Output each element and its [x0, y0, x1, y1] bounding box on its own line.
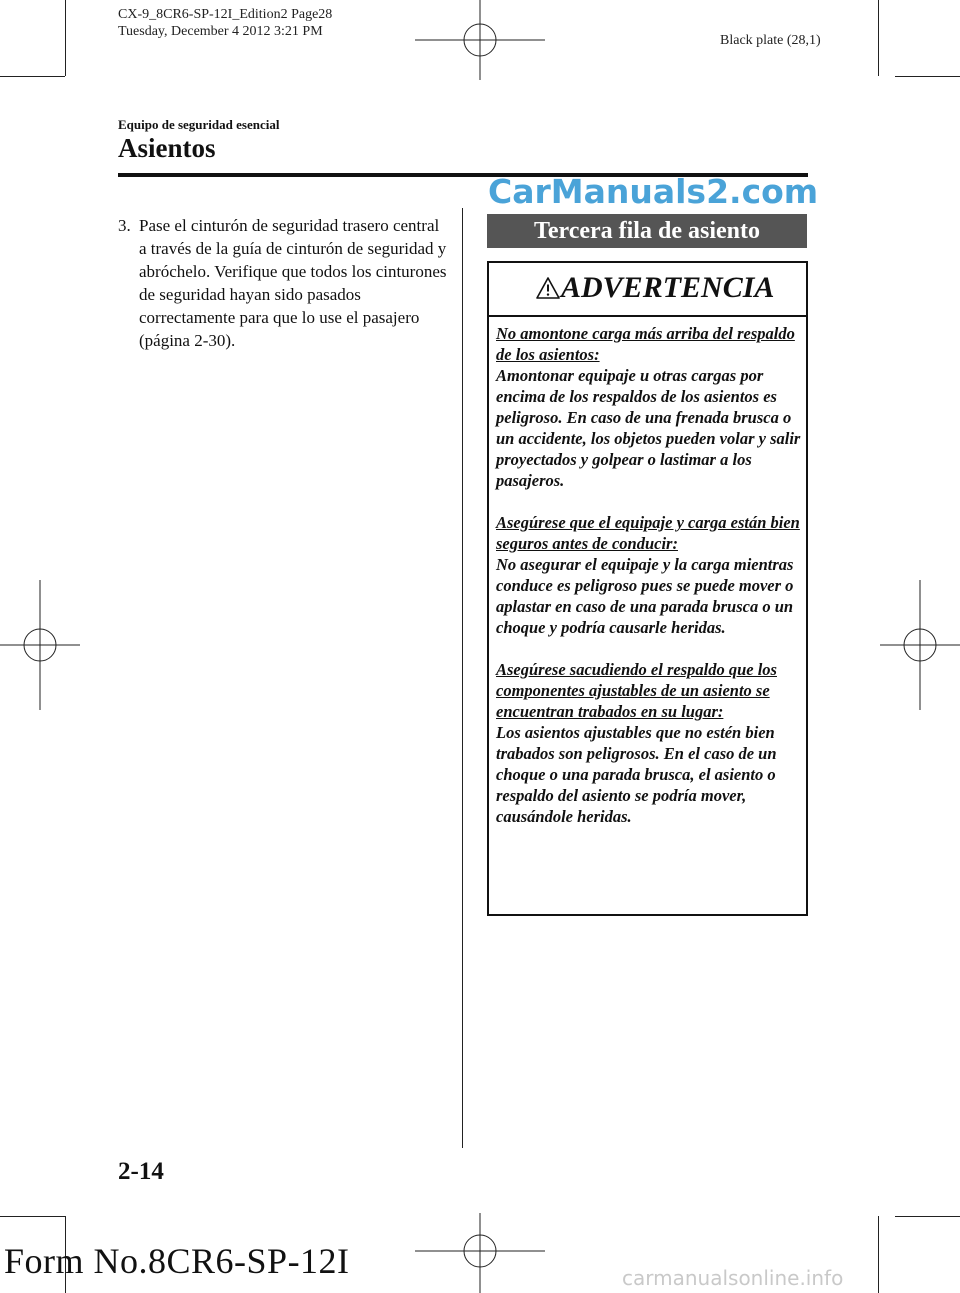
warning-box	[487, 261, 808, 916]
page-title: Asientos	[118, 133, 216, 163]
instruction-step	[118, 214, 448, 352]
warning-body	[496, 323, 801, 827]
step-text: Pase el cinturón de seguridad trasero central a través de la guía de cinturón de seguridad y abróchelo. Verifique que todos los cinturones de seguridad hayan sido pasados correctamente para que lo use el pasajero (página 2-30).	[139, 216, 447, 350]
warning-heading: Asegúrese que el equipaje y carga están bien seguros antes de conducir:	[496, 513, 800, 553]
print-meta	[118, 6, 332, 40]
crop-mark	[0, 1216, 65, 1217]
warning-text: No asegurar el equipaje y la carga mientras conduce es peligroso pues se puede mover o aplastar en caso de una parada brusca o un choque y podría causarle heridas.	[496, 555, 794, 637]
crop-mark	[0, 76, 65, 77]
registration-mark-right	[880, 580, 960, 710]
page-number: 2-14	[118, 1158, 164, 1185]
watermark-logo: CarManuals2.com	[488, 172, 819, 211]
subsection-banner: Tercera fila de asiento	[487, 214, 807, 248]
crop-mark	[895, 1216, 960, 1217]
step-number: 3.	[118, 216, 131, 235]
warning-heading: Asegúrese sacudiendo el respaldo que los componentes ajustables de un asiento se encuentran trabados en su lugar:	[496, 660, 777, 721]
plate-label: Black plate (28,1)	[720, 33, 821, 48]
crop-mark	[878, 0, 879, 76]
registration-mark-left	[0, 580, 80, 710]
print-meta-file: CX-9_8CR6-SP-12I_Edition2 Page28	[118, 7, 333, 22]
column-divider	[462, 208, 463, 1148]
warning-text: Amontonar equipaje u otras cargas por encima de los respaldos de los asientos es peligroso. En caso de una frenada brusca o un accidente, los objetos pueden volar y salir proyectados y golpear o lastimar a los pasajeros.	[496, 366, 801, 490]
warning-text: Los asientos ajustables que no estén bien trabados son peligrosos. En el caso de un choque o una parada brusca, el asiento o respaldo del asiento se podría mover, causándole heridas.	[496, 723, 777, 826]
warning-header	[489, 263, 806, 317]
section-category: Equipo de seguridad esencial	[118, 117, 280, 132]
warning-heading: No amontone carga más arriba del respaldo de los asientos:	[496, 324, 795, 364]
crop-mark	[895, 76, 960, 77]
crop-mark	[878, 1216, 879, 1293]
form-number: Form No.8CR6-SP-12I	[4, 1241, 350, 1281]
registration-mark-top	[415, 0, 545, 80]
crop-mark	[65, 0, 66, 76]
footer-watermark: carmanualsonline.info	[622, 1266, 844, 1290]
warning-triangle-icon	[536, 277, 560, 299]
warning-title: ADVERTENCIA	[561, 271, 775, 304]
registration-mark-bottom	[415, 1213, 545, 1293]
print-meta-date: Tuesday, December 4 2012 3:21 PM	[118, 24, 323, 39]
